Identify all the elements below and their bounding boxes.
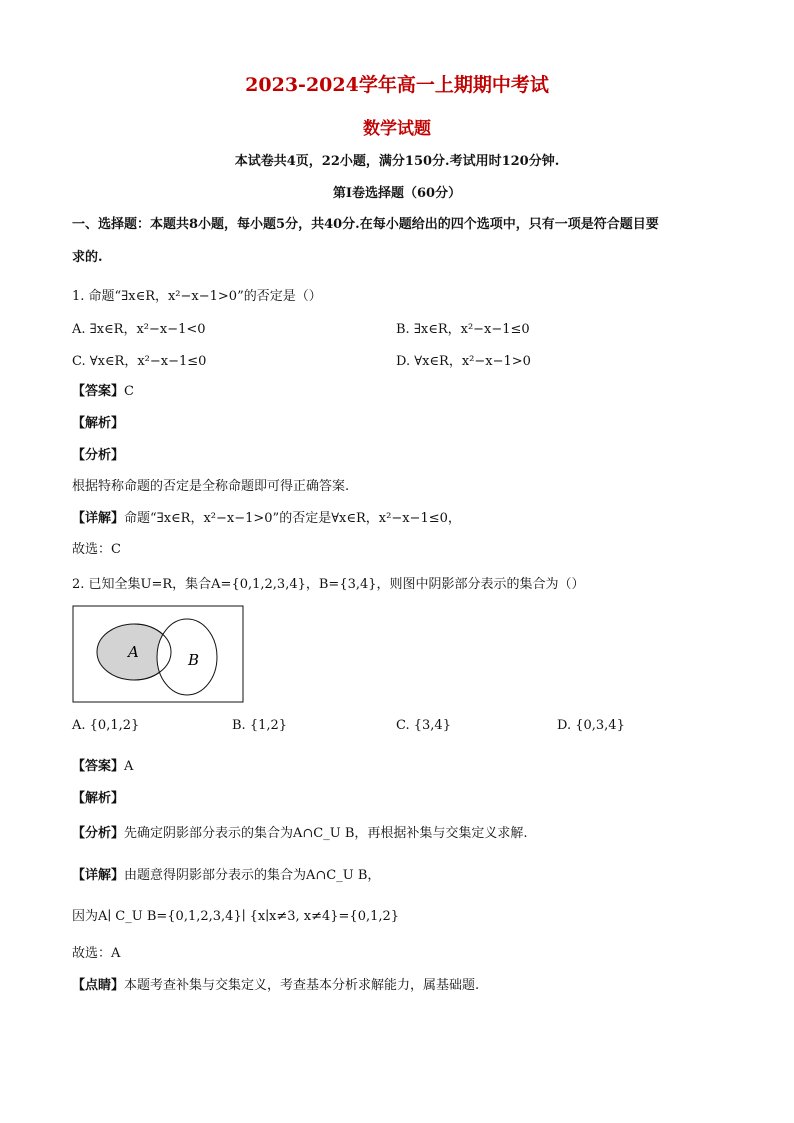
q2-because: 因为A∣ C_U B={0,1,2,3,4}∣ {x∣x≠3, x≠4}={0,1,2} bbox=[72, 909, 400, 924]
q2-option-b: B. {1,2} bbox=[232, 718, 288, 733]
q2-answer bbox=[72, 755, 133, 774]
set-b-circle bbox=[157, 619, 217, 695]
q1-analysis-tag: 【解析】 bbox=[72, 416, 125, 431]
q2-fenxi-tag: 【分析】 bbox=[72, 826, 125, 841]
q1-choose: 故选：C bbox=[72, 542, 121, 557]
q2-detail bbox=[72, 864, 380, 883]
q1-detail bbox=[72, 507, 461, 526]
q2-comment-text: 本题考查补集与交集定义，考查基本分析求解能力，属基础题. bbox=[124, 978, 480, 993]
q1-option-a: A. ∃x∈R，x²−x−1<0 bbox=[72, 322, 206, 337]
q2-choose: 故选：A bbox=[72, 946, 121, 961]
venn-diagram bbox=[72, 605, 244, 703]
q1-answer-value: C bbox=[124, 384, 134, 399]
q1-answer-tag: 【答案】 bbox=[72, 384, 125, 399]
q1-option-b: B. ∃x∈R，x²−x−1≤0 bbox=[396, 322, 530, 337]
q2-answer-value: A bbox=[124, 759, 134, 774]
q2-fenxi bbox=[72, 822, 528, 841]
instructions-line-2: 求的. bbox=[72, 250, 103, 265]
q2-detail-text: 由题意得阴影部分表示的集合为A∩C_U B， bbox=[124, 868, 381, 883]
q1-fenxi-tag: 【分析】 bbox=[72, 448, 125, 463]
section-title: 第I卷选择题（60分） bbox=[332, 186, 462, 201]
set-b-label: B bbox=[188, 651, 200, 669]
q2-comment bbox=[72, 974, 479, 993]
exam-title: 2023-2024学年高一上期期中考试 bbox=[245, 74, 549, 96]
set-a-label: A bbox=[128, 643, 139, 661]
q2-analysis-tag: 【解析】 bbox=[72, 791, 125, 806]
subject-title: 数学试题 bbox=[363, 119, 431, 139]
q1-option-c: C. ∀x∈R，x²−x−1≤0 bbox=[72, 354, 207, 369]
q2-fenxi-text: 先确定阴影部分表示的集合为A∩C_U B，再根据补集与交集定义求解. bbox=[124, 826, 528, 841]
q2-comment-tag: 【点睛】 bbox=[72, 978, 125, 993]
q1-option-d: D. ∀x∈R，x²−x−1>0 bbox=[396, 354, 531, 369]
q2-option-a: A. {0,1,2} bbox=[72, 718, 140, 733]
q2-option-d: D. {0,3,4} bbox=[557, 718, 625, 733]
q1-answer bbox=[72, 380, 134, 399]
instructions-line-1: 一、选择题：本题共8小题，每小题5分，共40分.在每小题给出的四个选项中，只有一项是符合题目要 bbox=[72, 217, 659, 232]
q1-detail-tag: 【详解】 bbox=[72, 511, 125, 526]
q1-detail-text: 命题“∃x∈R，x²−x−1>0”的否定是∀x∈R，x²−x−1≤0， bbox=[124, 511, 461, 526]
q2-option-c: C. {3,4} bbox=[396, 718, 451, 733]
q1-stem: 1. 命题“∃x∈R，x²−x−1>0”的否定是（） bbox=[72, 289, 322, 304]
q2-detail-tag: 【详解】 bbox=[72, 868, 125, 883]
q1-fenxi-text: 根据特称命题的否定是全称命题即可得正确答案. bbox=[72, 479, 350, 494]
q2-stem: 2. 已知全集U=R，集合A={0,1,2,3,4}，B={3,4}，则图中阴影部分表示的集合为（） bbox=[72, 577, 585, 592]
q2-answer-tag: 【答案】 bbox=[72, 759, 125, 774]
exam-info: 本试卷共4页，22小题，满分150分.考试用时120分钟. bbox=[234, 154, 560, 169]
